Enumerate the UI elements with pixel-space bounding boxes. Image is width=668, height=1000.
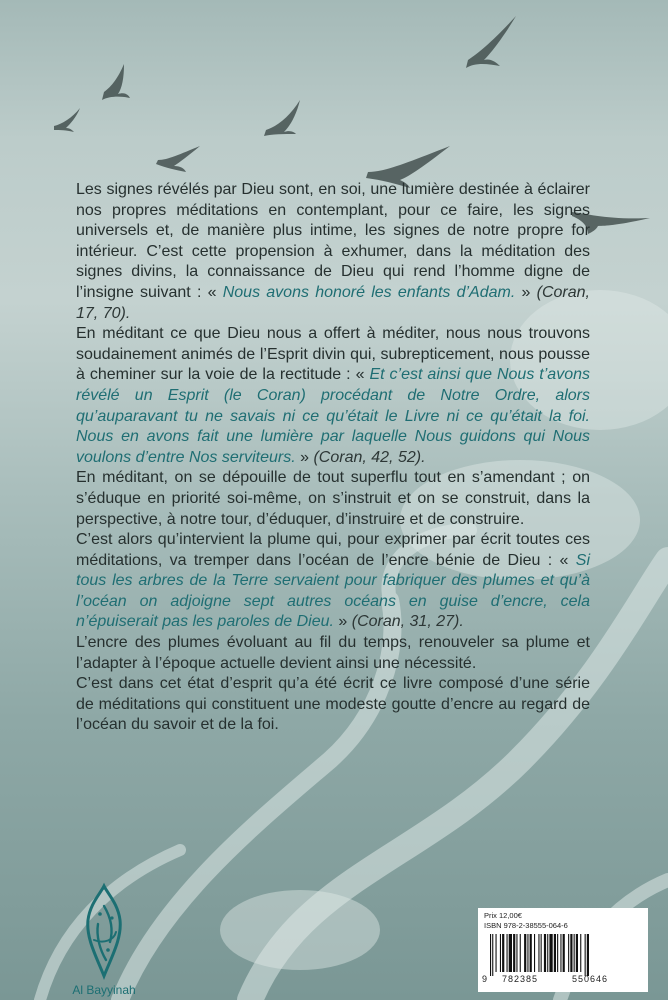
quran-quote: Nous avons honoré les enfants d’Adam. — [222, 283, 516, 301]
paragraph — [76, 530, 590, 633]
barcode-bars — [490, 934, 640, 976]
paragraph-text: En méditant, on se dépouille de tout superflu tout en s’amendant ; on s’éduque en priorité soi-même, on s’instruit et on se construit, dans la perspective, à notre tour, d’éduquer, d’instruire et de construire. — [76, 469, 590, 528]
paragraph — [76, 180, 590, 324]
quran-quote: Si tous les arbres de la Terre servaient pour fabriquer des plumes et qu’à l’océan on adjoigne sept autres océans en guise d’encre, cela n’épuiserait pas les paroles de Dieu. — [76, 551, 590, 631]
barcode-bar — [530, 934, 532, 972]
barcode-bar — [500, 934, 501, 972]
paragraph-text: C’est alors qu’intervient la plume qui, pour exprimer par écrit toutes ces méditations, va tremper dans l’océan de l’encre bénie de Dieu : « — [76, 531, 590, 569]
barcode-bar — [585, 934, 586, 976]
paragraph-text: Les signes révélés par Dieu sont, en soi, une lumière destinée à éclairer nos propres méditations en contemplant, pour ce faire, les signes universels et, de manière plus intime, les signes de notre propre for intérieur. C’est cette propension à exhumer, dans la méditation des signes divins, la connaissance de Dieu qui rend l’homme digne de l’insigne suivant : « — [76, 181, 590, 301]
paragraph-text: C’est dans cet état d’esprit qu’a été écrit ce livre composé d’une série de méditations qui constituent une modeste goutte d’encre au regard de l’océan du savoir et de la foi. — [76, 675, 590, 734]
barcode-bar — [516, 934, 517, 972]
paragraph-text: » — [515, 283, 537, 301]
barcode-digits-left: 782385 — [502, 974, 539, 984]
barcode-bar — [513, 934, 515, 972]
isbn-text: ISBN 978-2-38555-064-6 — [484, 921, 568, 930]
barcode-bar — [570, 934, 572, 972]
quran-reference: (Coran, 17, 70). — [76, 283, 590, 322]
barcode-bar — [541, 934, 542, 972]
paragraph — [76, 633, 590, 674]
barcode-bar — [544, 934, 546, 972]
quran-reference: (Coran, 31, 27). — [351, 613, 464, 631]
back-cover-text — [76, 180, 590, 736]
barcode-label — [478, 908, 648, 992]
barcode-digits-right: 550646 — [572, 974, 609, 984]
barcode-digit-lead: 9 — [482, 974, 489, 984]
paragraph-text: » — [333, 613, 352, 631]
paragraph-text: En méditant ce que Dieu nous a offert à méditer, nous nous trouvons soudainement animés de l’Esprit divin qui, subrepticement, nous pousse à cheminer sur la voie de la rectitude : « — [76, 325, 590, 384]
barcode-bar — [554, 934, 556, 972]
barcode-bar — [534, 934, 535, 972]
barcode-bar — [547, 934, 548, 972]
barcode-bar — [560, 934, 561, 972]
barcode-bar — [576, 934, 578, 972]
paragraph — [76, 468, 590, 530]
barcode-bar — [490, 934, 491, 976]
barcode-bar — [509, 934, 512, 972]
quran-reference: (Coran, 42, 52). — [313, 448, 426, 466]
barcode-bar — [563, 934, 565, 972]
price-text: Prix 12,00€ — [484, 911, 522, 920]
barcode-bar — [587, 934, 589, 976]
barcode-bar — [502, 934, 504, 972]
barcode-bar — [580, 934, 581, 972]
barcode-bar — [524, 934, 526, 972]
barcode-bar — [557, 934, 558, 972]
barcode-bar — [520, 934, 521, 972]
quran-quote: Et c’est ainsi que Nous t’avons révélé un Esprit (le Coran) procédant de Notre Ordre, alors qu’auparavant tu ne savais ni ce qu’était le Livre ni ce qu’était la foi. Nous en avons fait une lumière par laquelle Nous guidons qui Nous voulons d’entre Nos serviteurs. — [76, 366, 590, 466]
publisher-logo — [64, 880, 144, 990]
barcode-bar — [568, 934, 569, 972]
paragraph-text: » — [295, 448, 314, 466]
paragraph — [76, 324, 590, 468]
publisher-name: Al Bayyinah — [72, 983, 136, 997]
barcode-bar — [549, 934, 552, 972]
barcode-bar — [492, 934, 493, 976]
barcode-bar — [527, 934, 528, 972]
paragraph — [76, 674, 590, 736]
barcode-bar — [574, 934, 575, 972]
paragraph-text: L’encre des plumes évoluant au fil du temps, renouveler sa plume et l’adapter à l’époque actuelle devient ainsi une nécessité. — [76, 634, 590, 672]
barcode-bar — [507, 934, 508, 972]
barcode-bar — [538, 934, 539, 972]
barcode-bar — [496, 934, 497, 972]
